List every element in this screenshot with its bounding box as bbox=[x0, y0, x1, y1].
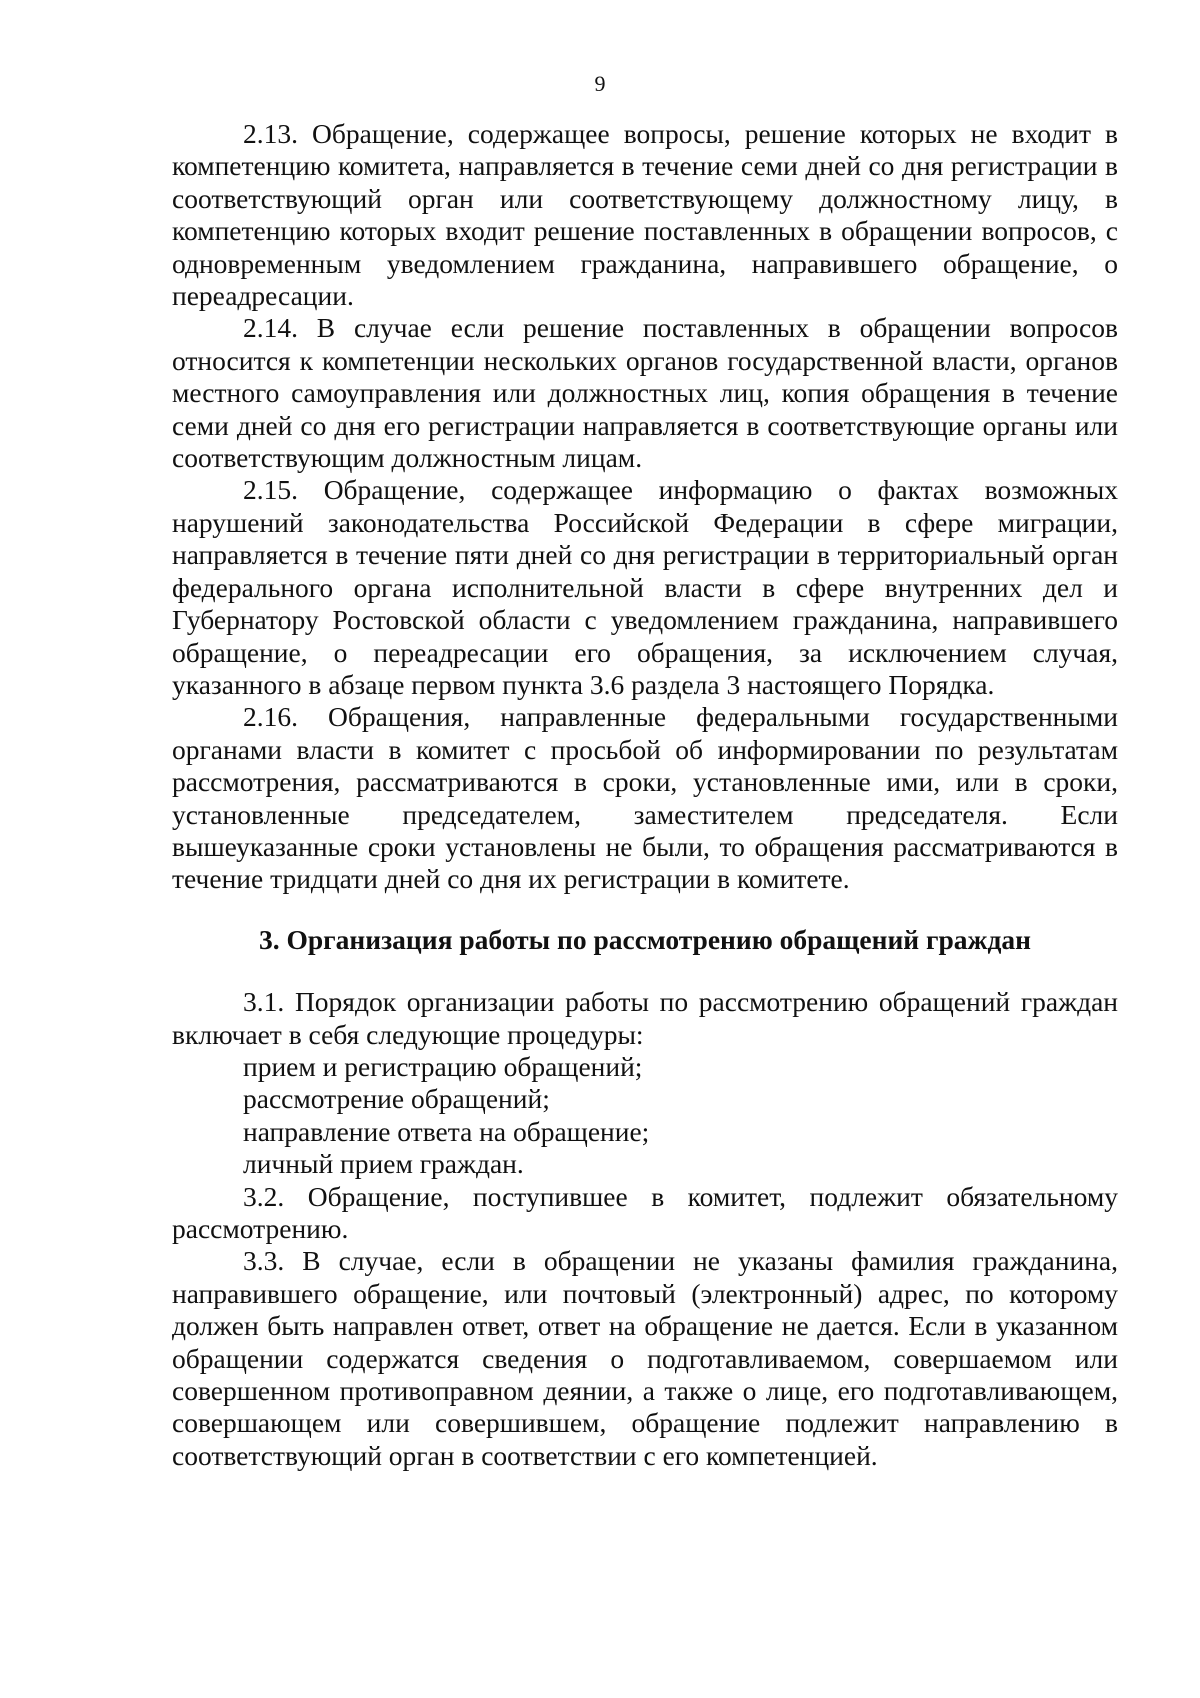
section-3-heading: 3. Организация работы по рассмотрению обращений граждан bbox=[259, 923, 1031, 955]
paragraph-2-16: 2.16. Обращения, направленные федеральными государственными органами власти в комитет с просьбой об информировании по результатам рассмотрения, рассматриваются в сроки, установленные ими, или в сроки, установленные председателем, заместителем председателя. Если вышеуказанные сроки установлены не были, то обращения рассматриваются в течение тридцати дней со дня их регистрации в комитете. bbox=[172, 701, 1118, 895]
paragraph-3-2: 3.2. Обращение, поступившее в комитет, подлежит обязательному рассмотрению. bbox=[172, 1180, 1118, 1244]
page-number: 9 bbox=[594, 71, 606, 96]
paragraph-2-13: 2.13. Обращение, содержащее вопросы, решение которых не входит в компетенцию комитета, направляется в течение семи дней со дня регистрации в соответствующий орган или соответствующему должностному лицу, в компетенцию которых входит решение поставленных в обращении вопросов, с одновременным уведомлением гражданина, направившего обращение, о переадресации. bbox=[172, 118, 1118, 312]
procedure-item: прием и регистрацию обращений; bbox=[243, 1050, 643, 1082]
document-body bbox=[172, 118, 1118, 1472]
procedure-item: рассмотрение обращений; bbox=[243, 1083, 550, 1115]
paragraph-3-3: 3.3. В случае, если в обращении не указаны фамилия гражданина, направившего обращение, или почтовый (электронный) адрес, по которому должен быть направлен ответ, ответ на обращение не дается. Если в указанном обращении содержатся сведения о подготавливаемом, совершаемом или совершенном противоправном деянии, а также о лице, его подготавливающем, совершающем или совершившем, обращение подлежит направлению в соответствующий орган в соответствии с его компетенцией. bbox=[172, 1245, 1118, 1471]
paragraph-3-1: 3.1. Порядок организации работы по рассмотрению обращений граждан включает в себя следующие процедуры: bbox=[172, 986, 1118, 1050]
paragraph-2-15: 2.15. Обращение, содержащее информацию о фактах возможных нарушений законодательства Российской Федерации в сфере миграции, направляется в течение пяти дней со дня регистрации в территориальный орган федерального органа исполнительной власти в сфере внутренних дел и Губернатору Ростовской области с уведомлением гражданина, направившего обращение, о переадресации его обращения, за исключением случая, указанного в абзаце первом пункта 3.6 раздела 3 настоящего Порядка. bbox=[172, 474, 1118, 700]
procedure-item: направление ответа на обращение; bbox=[243, 1115, 650, 1147]
paragraph-2-14: 2.14. В случае если решение поставленных в обращении вопросов относится к компетенции нескольких органов государственной власти, органов местного самоуправления или должностных лиц, копия обращения в течение семи дней со дня его регистрации направляется в соответствующие органы или соответствующим должностным лицам. bbox=[172, 312, 1118, 474]
procedure-item: личный прием граждан. bbox=[243, 1148, 524, 1180]
